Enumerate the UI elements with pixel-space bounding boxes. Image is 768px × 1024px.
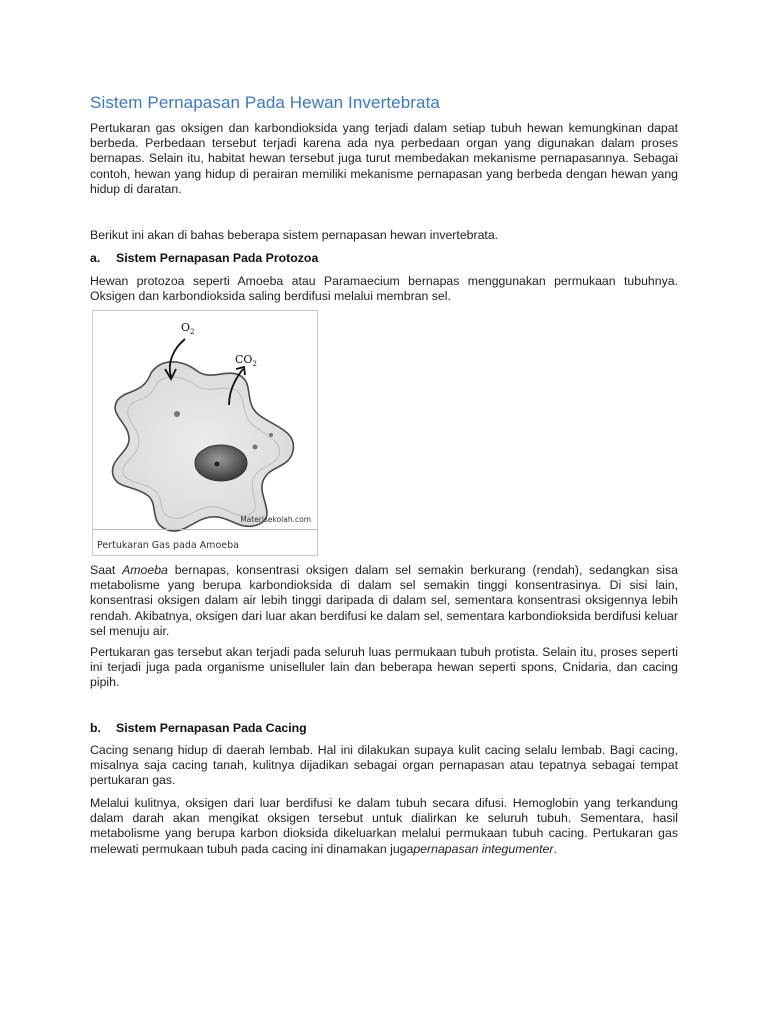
lead-paragraph: Berikut ini akan di bahas beberapa sistem pernapasan hewan invertebrata. [90, 228, 499, 242]
p2-italic-term: Amoeba [122, 563, 168, 577]
o2-label: O [181, 321, 191, 334]
p2-rest: bernapas, konsentrasi oksigen dalam sel semakin berkurang (rendah), sedangkan sisa metabolisme yang berupa karbondioksida di dalam sel semakin tinggi konsentrasinya. Di sisi lain, konsentrasi oksigen dalam air lebih tinggi daripada di dalam sel, sementara konsentrasi oksigennya lebih rendah. Akibatnya, oksigen dari luar akan berdifusi ke dalam sel, sementara karbondioksida berdifusi keluar sel menuju air. [90, 563, 679, 638]
caption-divider [93, 529, 317, 530]
section-a-title: Sistem Pernapasan Pada Protozoa [116, 251, 319, 265]
cacing-paragraph-1: Cacing senang hidup di daerah lembab. Hal ini dilakukan supaya kulit cacing selalu lembab. Bagi cacing, misalnya saja cacing tanah, kulitnya dijadikan sebagai organ pernapasan atau tepatnya sebagai tempat pertukaran gas. [90, 743, 678, 788]
o2-subscript: 2 [190, 328, 195, 336]
co2-subscript: 2 [252, 360, 257, 368]
intro-paragraph: Pertukaran gas oksigen dan karbondioksida yang terjadi dalam setiap tubuh hewan kemungkinan dapat berbeda. Perbedaan tersebut terjadi karena ada nya perbedaan organ yang digunakan dalam proses bernapas. Selain itu, habitat hewan tersebut juga turut membedakan mekanisme pernapasannya. Sebagai contoh, hewan yang hidup di perairan memiliki mekanisme pernapasan yang berbeda dengan hewan yang hidup di daratan. [90, 121, 678, 196]
amoeba-cell-body [112, 362, 293, 531]
section-a-label: a. [90, 251, 101, 265]
vacuole [174, 411, 180, 417]
nucleolus [215, 462, 220, 467]
vacuole [269, 433, 273, 437]
cacing-paragraph-2 [90, 796, 678, 857]
figure-caption: Pertukaran Gas pada Amoeba [97, 540, 239, 551]
amoeba-figure [92, 310, 318, 556]
section-b-label: b. [90, 721, 101, 735]
co2-label: CO [235, 353, 253, 366]
protozoa-paragraph-2 [90, 563, 678, 639]
svg-text:O2 [181, 321, 195, 336]
protozoa-paragraph-1: Hewan protozoa seperti Amoeba atau Paramaecium bernapas menggunakan permukaan tubuhnya. Oksigen dan karbondioksida saling berdifusi melalui membran sel. [90, 274, 678, 304]
page-title: Sistem Pernapasan Pada Hewan Invertebrata [90, 93, 440, 112]
cacing-p2-italic-term: pernapasan integumenter [413, 841, 554, 856]
figure-watermark: Materisekolah.com [240, 515, 311, 524]
cacing-p2-suffix: . [553, 841, 557, 856]
section-b-title: Sistem Pernapasan Pada Cacing [116, 721, 307, 735]
p2-prefix: Saat [90, 563, 123, 577]
protozoa-paragraph-3: Pertukaran gas tersebut akan terjadi pada seluruh luas permukaan tubuh protista. Selain itu, proses seperti ini terjadi juga pada organisme uniselluler lain dan beberapa hewan seperti spons, Cnidaria, dan cacing pipih. [90, 645, 678, 690]
amoeba-nucleus [195, 445, 247, 481]
section-b-heading [90, 721, 307, 735]
cacing-p2-prefix: Melalui kulitnya, oksigen dari luar berdifusi ke dalam tubuh secara difusi. Hemoglobin yang terkandung dalam darah akan mengikat oksigen tersebut untuk dialirkan ke seluruh tubuh. Sementara, hasil metabolisme yang berupa karbon dioksida dikeluarkan melalui permukaan tubuh cacing. Pertukaran gas melewati permukaan tubuh pada cacing ini dinamakan juga [90, 796, 678, 856]
section-a-heading [90, 251, 318, 265]
svg-text:CO2 [235, 353, 257, 368]
vacuole [253, 445, 258, 450]
